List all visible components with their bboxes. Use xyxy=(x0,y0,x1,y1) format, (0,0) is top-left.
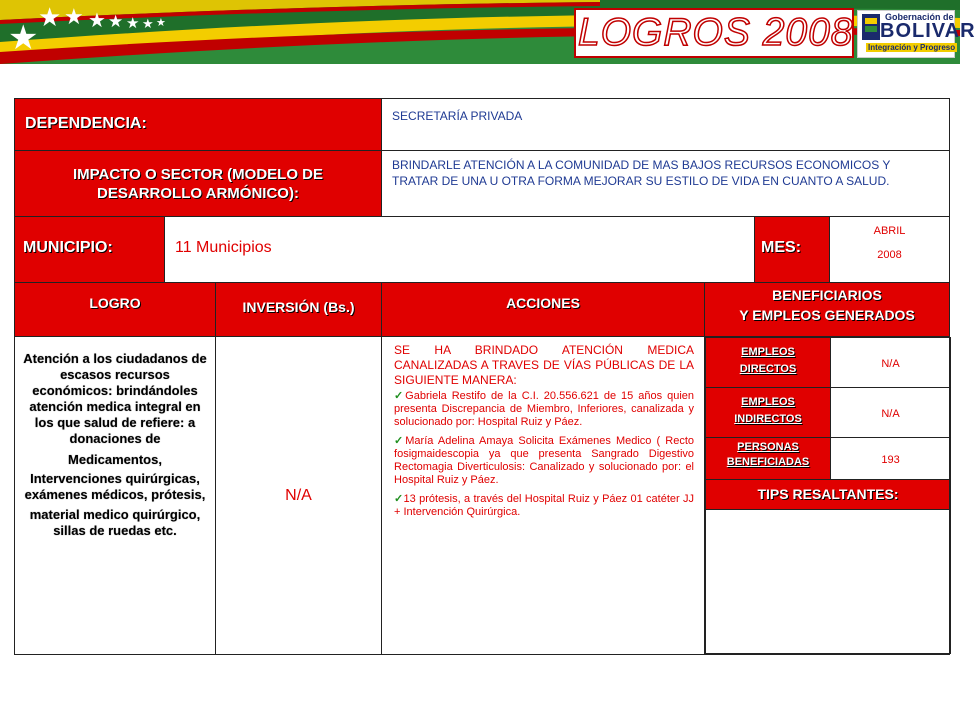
acciones-intro: SE HA BRINDADO ATENCIÓN MEDICA CANALIZADAS A TRAVES DE VÍAS PÚBLICAS DE LA SIGUIENTE MANERA: xyxy=(394,343,695,387)
impacto-label-cell xyxy=(15,151,382,217)
star-icon: ★ xyxy=(126,15,140,32)
row-tips-body xyxy=(706,510,951,654)
mes-label-cell xyxy=(755,217,830,283)
dependencia-value: SECRETARÍA PRIVADA xyxy=(392,109,523,123)
mes-month: ABRIL xyxy=(873,225,906,237)
row-dependencia xyxy=(15,99,950,151)
logo-line-2: BOLIVAR xyxy=(880,20,976,42)
header-inversion-cell xyxy=(216,283,382,337)
star-icon: ★ xyxy=(156,17,166,29)
header-acciones-cell xyxy=(382,283,705,337)
empleos-directos-label: EMPLEOS DIRECTOS xyxy=(706,338,831,388)
dependencia-label-cell xyxy=(15,99,382,151)
personas-value: 193 xyxy=(831,438,951,480)
municipio-value-cell xyxy=(165,217,755,283)
header-logro-cell xyxy=(15,283,216,337)
mes-value-cell xyxy=(830,217,950,283)
header-beneficiarios-cell xyxy=(705,283,950,337)
row-empleos-indirectos xyxy=(706,388,951,438)
tips-value xyxy=(706,510,951,654)
acciones-list xyxy=(394,390,694,519)
inversion-value: N/A xyxy=(285,486,312,504)
empleos-directos-value: N/A xyxy=(831,338,951,388)
page-title: LOGROS 2008 xyxy=(578,11,854,54)
personas-label: PERSONAS BENEFICIADAS xyxy=(706,438,831,480)
check-icon: ✓ xyxy=(394,493,404,505)
row-headers xyxy=(15,283,950,337)
logro-cell xyxy=(15,337,216,655)
dependencia-value-cell xyxy=(382,99,950,151)
check-icon: ✓ xyxy=(394,390,406,402)
logro-text-2: Medicamentos, xyxy=(68,452,162,467)
header-acciones: ACCIONES xyxy=(506,295,580,311)
impacto-value: BRINDARLE ATENCIÓN A LA COMUNIDAD DE MAS BAJOS RECURSOS ECONOMICOS Y TRATAR DE UNA U OTRA FORMA MEJORAR SU ESTILO DE VIDA EN CUANTO A SALUD. xyxy=(392,158,891,188)
logo-line-3: Integración y Progreso xyxy=(868,43,956,52)
header-beneficiarios-2: Y EMPLEOS GENERADOS xyxy=(739,307,915,323)
star-icon: ★ xyxy=(108,12,124,31)
logro-text-1: Atención a los ciudadanos de escasos recursos económicos: brindándoles atención medica integral en los que salud de refiere: a donaciones de xyxy=(23,351,207,446)
municipio-label: MUNICIPIO: xyxy=(23,239,113,256)
row-empleos-directos xyxy=(706,338,951,388)
tips-label-cell xyxy=(706,480,951,510)
star-icon: ★ xyxy=(8,19,39,57)
check-icon: ✓ xyxy=(394,435,406,447)
inversion-cell xyxy=(216,337,382,655)
row-impacto xyxy=(15,151,950,217)
mes-label: MES: xyxy=(761,239,802,256)
star-icon: ★ xyxy=(64,4,84,29)
star-icon: ★ xyxy=(38,2,62,32)
logo-line-1: Gobernación de xyxy=(885,12,954,22)
dependencia-label: DEPENDENCIA: xyxy=(25,115,147,132)
municipio-value: 11 Municipios xyxy=(175,239,272,256)
shield-icon xyxy=(860,12,882,42)
star-icon: ★ xyxy=(88,10,106,32)
impacto-label: IMPACTO O SECTOR (MODELO DE DESARROLLO ARMÓNICO): xyxy=(73,165,324,202)
impacto-value-cell xyxy=(382,151,950,217)
beneficiarios-table xyxy=(705,337,951,654)
acciones-cell xyxy=(382,337,705,655)
list-item: ✓María Adelina Amaya Solicita Exámenes Medico ( Recto fosigmaidescopia ya que presenta Sangrado Digestivo Rectomagia Diverticulosis: Canalizado y solucionado por: el Hospital Ruiz y Páez. xyxy=(394,435,695,486)
row-personas xyxy=(706,438,951,480)
row-tips-header xyxy=(706,480,951,510)
header-logro: LOGRO xyxy=(89,295,141,311)
municipio-label-cell xyxy=(15,217,165,283)
empleos-indirectos-label: EMPLEOS INDIRECTOS xyxy=(706,388,831,438)
logros-table xyxy=(14,98,950,655)
beneficiarios-cell xyxy=(705,337,950,655)
header-beneficiarios-1: BENEFICIARIOS xyxy=(772,287,882,303)
tips-label: TIPS RESALTANTES: xyxy=(757,485,899,502)
empleos-indirectos-value: N/A xyxy=(831,388,951,438)
star-icon: ★ xyxy=(142,16,154,31)
logro-text-4: material medico quirúrgico, sillas de ruedas etc. xyxy=(29,507,201,538)
logro-text-3: Intervenciones quirúrgicas, exámenes médicos, prótesis, xyxy=(24,471,206,502)
row-content xyxy=(15,337,950,655)
mes-year: 2008 xyxy=(877,249,902,261)
list-item: ✓Gabriela Restifo de la C.I. 20.556.621 de 15 años quien presenta Discrepancia de Miembro, Inferiores, canalizada y solucionado por: Hospital Ruiz y Páez. xyxy=(394,390,695,428)
list-item: ✓13 prótesis, a través del Hospital Ruiz y Páez 01 catéter JJ + Intervención Quirúrgica. xyxy=(394,493,695,518)
row-municipio xyxy=(15,217,950,283)
header-inversion: INVERSIÓN (Bs.) xyxy=(242,299,355,315)
